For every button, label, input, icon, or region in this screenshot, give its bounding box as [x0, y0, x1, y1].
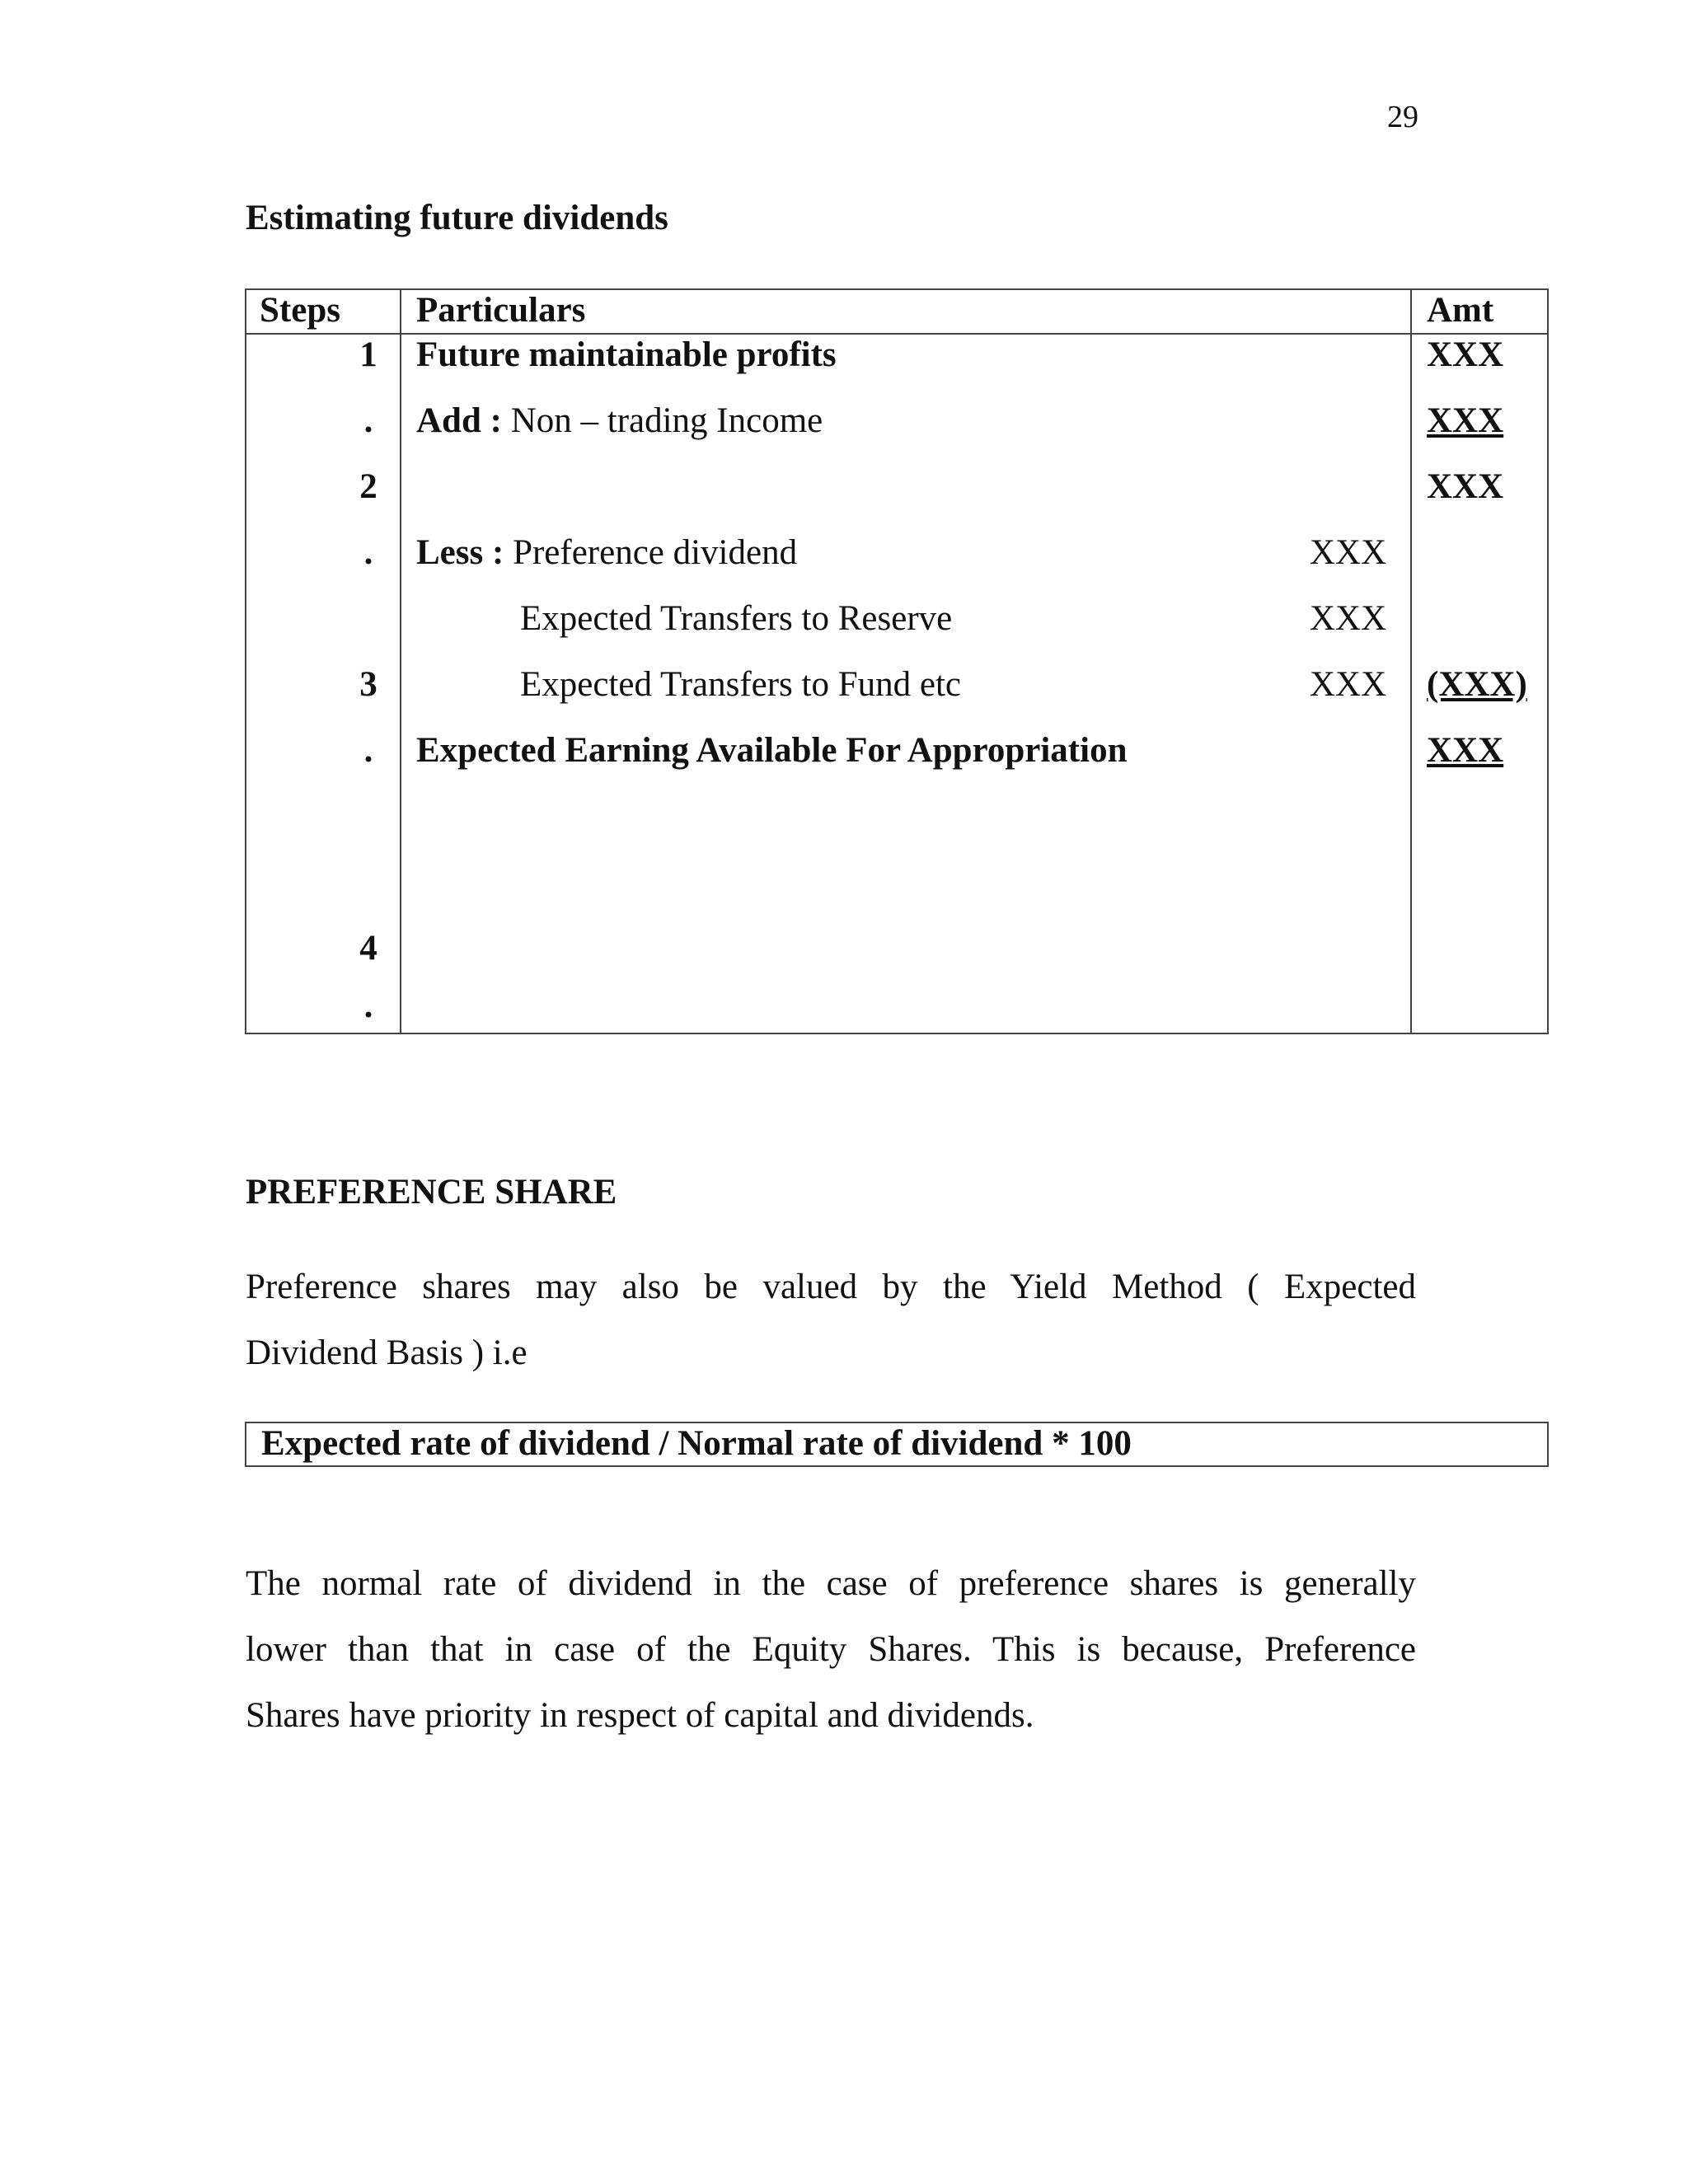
- yield-formula: Expected rate of dividend / Normal rate of dividend * 100: [261, 1424, 1132, 1463]
- step-number: 2: [359, 467, 377, 506]
- sub-amount-value: XXX: [1310, 599, 1387, 638]
- preference-closing-paragraph: [246, 1551, 1416, 1749]
- formula-box: [245, 1422, 1549, 1467]
- add-prefix: Add :: [416, 401, 502, 440]
- row-transfers-to-reserve: Expected Transfers to Reserve: [520, 599, 953, 638]
- table-header-particulars: Particulars: [416, 291, 586, 330]
- paragraph-line: Preference shares may also be valued by the Yield Method ( Expected: [246, 1268, 1416, 1306]
- row-non-trading-income: [416, 399, 823, 443]
- step-number: 1: [359, 335, 377, 374]
- paragraph-line: The normal rate of dividend in the case of preference shares is generally: [246, 1564, 1416, 1603]
- sub-amount-value: XXX: [1310, 533, 1387, 572]
- amount-value: XXX: [1427, 335, 1504, 374]
- row-future-maintainable-profits: Future maintainable profits: [416, 335, 837, 374]
- step-dot: .: [363, 731, 373, 770]
- row-preference-dividend: [416, 531, 797, 575]
- paragraph-line: lower than that in case of the Equity Shares. This is because, Preference: [246, 1630, 1416, 1669]
- sub-amount-value: XXX: [1310, 665, 1387, 704]
- estimating-dividends-table: [245, 288, 1549, 1034]
- section-heading-estimating-dividends: Estimating future dividends: [246, 199, 668, 237]
- amount-value: XXX: [1427, 401, 1504, 440]
- step-dot: .: [363, 401, 373, 440]
- amount-value: (XXX): [1427, 665, 1527, 704]
- table-column-divider: [400, 290, 401, 1033]
- step-dot: .: [363, 533, 373, 572]
- table-header-steps: Steps: [260, 291, 340, 330]
- amount-value: XXX: [1427, 731, 1504, 770]
- step-dot: .: [363, 987, 373, 1025]
- row-transfers-to-fund: Expected Transfers to Fund etc: [520, 665, 962, 704]
- preference-intro-paragraph: [246, 1254, 1416, 1386]
- section-heading-preference-share: PREFERENCE SHARE: [246, 1173, 617, 1212]
- page-number: 29: [1387, 100, 1418, 134]
- row-expected-earning-available: Expected Earning Available For Appropriation: [416, 731, 1128, 770]
- step-number: 4: [359, 929, 377, 968]
- row-label: Non – trading Income: [501, 401, 823, 440]
- amount-value: XXX: [1427, 467, 1504, 506]
- paragraph-line: Dividend Basis ) i.e: [246, 1333, 528, 1372]
- row-label: Preference dividend: [504, 533, 798, 572]
- less-prefix: Less :: [416, 533, 504, 572]
- table-header-amt: Amt: [1427, 291, 1494, 330]
- table-column-divider: [1410, 290, 1412, 1033]
- paragraph-line: Shares have priority in respect of capital and dividends.: [246, 1696, 1034, 1735]
- step-number: 3: [359, 665, 377, 704]
